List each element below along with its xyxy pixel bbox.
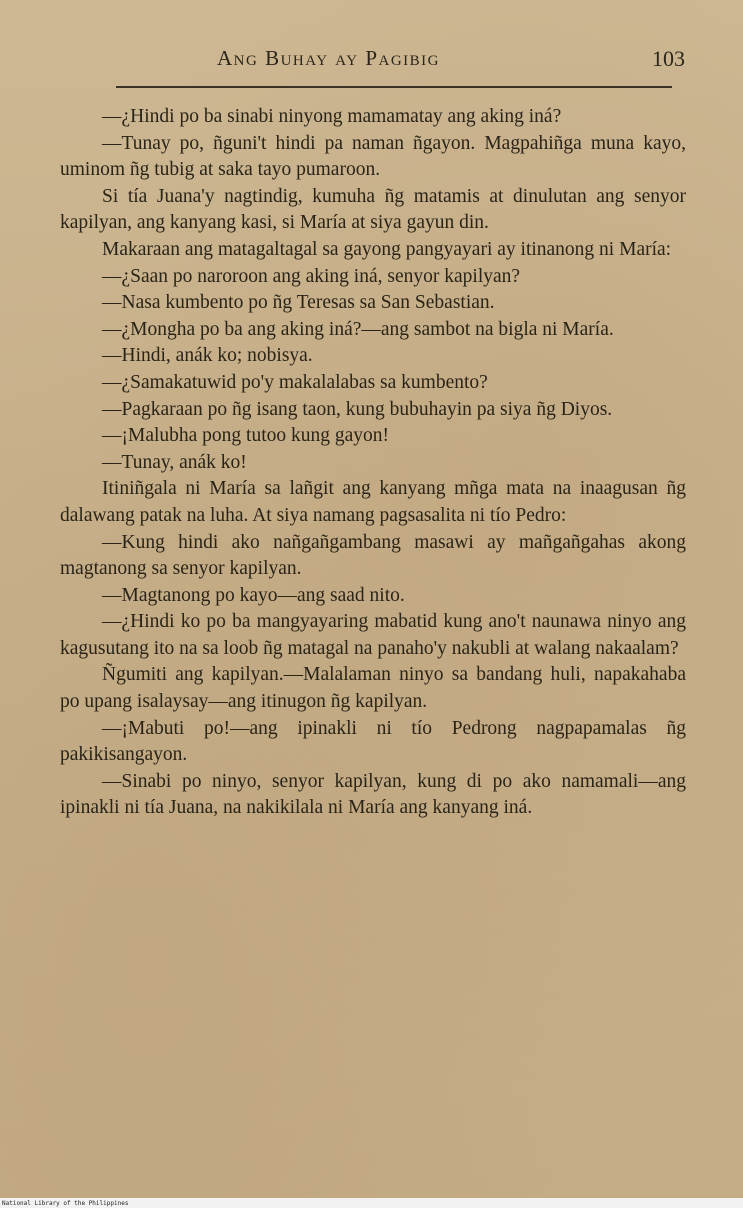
running-header: [115, 46, 693, 76]
paragraph: —¿Mongha po ba ang aking iná?—ang sambot na bigla ni María.: [102, 318, 614, 340]
paragraph: —¿Samakatuwid po'y makalalabas sa kumbento?: [102, 371, 488, 393]
header-rule: [116, 86, 672, 88]
paragraph: —Tunay, anák ko!: [102, 451, 247, 473]
paragraph: Makaraan ang matagaltagal sa gayong pangyayari ay itinanong ni María:: [102, 238, 672, 260]
paragraph: —¿Hindi ko po ba mangyayaring mabatid kung ano't naunawa ninyo ang kagusutang ito na sa loob ñg matagal na panaho'y nakubli at walang nakaalam?: [60, 611, 686, 659]
paragraph: —¡Mabuti po!—ang ipinakli ni tío Pedrong nagpapamalas ñg pakikisangayon.: [60, 717, 686, 766]
paragraph: —Kung hindi ako nañgañgambang masawi ay mañgañgahas akong magtanong sa senyor kapilyan.: [60, 531, 686, 580]
paragraph: Itiniñgala ni María sa lañgit ang kanyang mñga mata na inaagusan ñg dalawang patak na luha. At siya namang pagsasalita ni tío Pedro:: [60, 478, 686, 526]
paragraph: —¿Saan po naroroon ang aking iná, senyor kapilyan?: [102, 265, 521, 287]
paragraph: Ñgumiti ang kapilyan.—Malalaman ninyo sa bandang huli, napakahaba po upang isalaysay—ang itinugon ñg kapilyan.: [60, 664, 686, 713]
paragraph: —Sinabi po ninyo, senyor kapilyan, kung di po ako namamali—ang ipinakli ni tía Juana, na nakikilala ni María ang kanyang iná.: [60, 770, 686, 819]
library-watermark: National Library of the Philippines: [2, 1200, 129, 1207]
paragraph: —¡Malubha pong tutoo kung gayon!: [102, 425, 390, 447]
paragraph: —¿Hindi po ba sinabi ninyong mamamatay ang aking iná?: [102, 106, 562, 127]
page-number: 103: [652, 46, 685, 71]
running-title: Ang Buhay ay Pagibig: [217, 46, 441, 70]
paragraph: —Magtanong po kayo—ang saad nito.: [102, 584, 405, 606]
body-text: [60, 104, 686, 822]
paragraph: Si tía Juana'y nagtindig, kumuha ñg matamis at dinulutan ang senyor kapilyan, ang kanyang kasi, si María at siya gayun din.: [60, 185, 686, 234]
paragraph: —Nasa kumbento po ñg Teresas sa San Sebastian.: [102, 292, 495, 314]
paragraph: —Tunay po, ñguni't hindi pa naman ñgayon. Magpahiñga muna kayo, uminom ñg tubig at saka tayo pumaroon.: [60, 132, 686, 181]
paragraph: —Hindi, anák ko; nobisya.: [102, 345, 313, 367]
paragraph: —Pagkaraan po ñg isang taon, kung bubuhayin pa siya ñg Diyos.: [102, 398, 613, 420]
